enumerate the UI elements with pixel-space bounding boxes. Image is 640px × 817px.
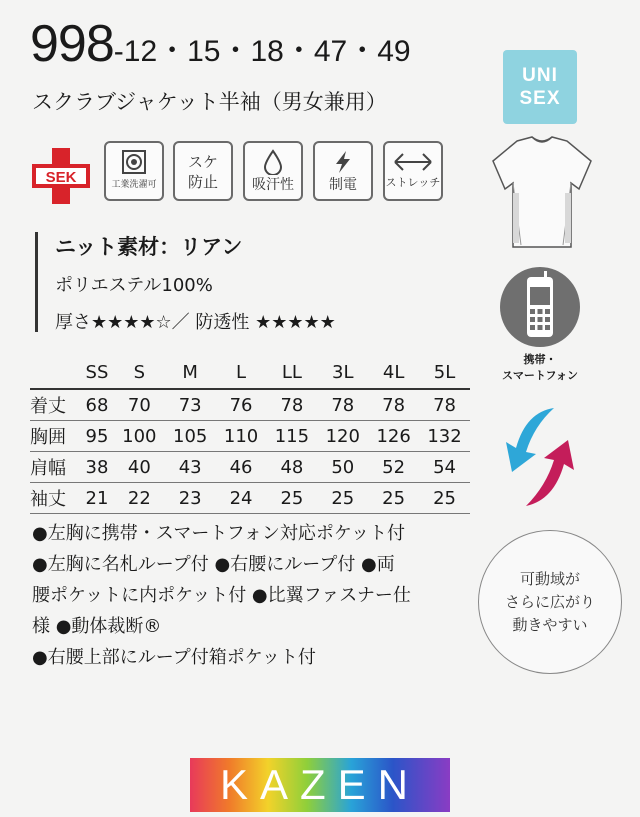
- table-cell: 43: [165, 452, 216, 483]
- table-cell: 78: [368, 389, 419, 421]
- lightning-icon: [330, 149, 356, 175]
- water-drop-icon: [263, 149, 283, 175]
- material-accent-bar: [35, 232, 38, 332]
- table-cell: 105: [165, 421, 216, 452]
- table-cell: 21: [80, 483, 114, 514]
- size-header-blank: [30, 356, 80, 389]
- anti-see-through-label: スケ 防止: [187, 153, 218, 191]
- table-cell: 52: [368, 452, 419, 483]
- size-header-4l: 4L: [368, 356, 419, 389]
- bubble-line-2: さらに広がり: [504, 592, 595, 611]
- table-cell: 24: [216, 483, 267, 514]
- table-cell: 25: [266, 483, 317, 514]
- product-code: [30, 15, 411, 73]
- table-cell: 78: [419, 389, 470, 421]
- unisex-badge: [503, 50, 577, 124]
- product-number: 998: [30, 15, 114, 73]
- table-row: [30, 452, 470, 483]
- table-row: [30, 389, 470, 421]
- table-cell: 25: [419, 483, 470, 514]
- unisex-line-1: UNI: [522, 65, 558, 86]
- smartphone-icon: [500, 267, 580, 347]
- antistatic-label: 制電: [329, 177, 357, 193]
- anti-see-through-icon: [173, 141, 233, 201]
- size-header-m: M: [165, 356, 216, 389]
- row-label: 肩幅: [30, 452, 80, 483]
- table-cell: 54: [419, 452, 470, 483]
- industrial-wash-icon: [104, 141, 164, 201]
- table-cell: 25: [317, 483, 368, 514]
- washer-icon: [121, 149, 147, 175]
- sek-label: SEK: [45, 169, 77, 186]
- table-cell: 78: [266, 389, 317, 421]
- size-header-3l: 3L: [317, 356, 368, 389]
- table-cell: 95: [80, 421, 114, 452]
- phone-caption-line-1: 携帯・: [523, 353, 557, 366]
- table-cell: 23: [165, 483, 216, 514]
- industrial-wash-label: 工業洗濯可: [111, 180, 157, 190]
- sek-icon: [30, 146, 92, 206]
- feature-line: 腰ポケットに内ポケット付 ●比翼ファスナー仕: [32, 585, 411, 606]
- stretch-label: ストレッチ: [385, 176, 441, 189]
- table-cell: 73: [165, 389, 216, 421]
- table-cell: 40: [114, 452, 165, 483]
- table-cell: 25: [368, 483, 419, 514]
- product-subtitle: スクラブジャケット半袖（男女兼用）: [32, 90, 387, 114]
- mobility-bubble: [478, 530, 622, 674]
- table-row: [30, 483, 470, 514]
- table-cell: 46: [216, 452, 267, 483]
- table-cell: 126: [368, 421, 419, 452]
- phone-caption-line-2: スマートフォン: [502, 369, 578, 382]
- table-cell: 76: [216, 389, 267, 421]
- double-arrow-icon: [393, 151, 433, 173]
- table-cell: 100: [114, 421, 165, 452]
- table-cell: 22: [114, 483, 165, 514]
- feature-line: 様 ●動体裁断®: [32, 616, 162, 637]
- table-cell: 50: [317, 452, 368, 483]
- phone-caption: [488, 352, 592, 384]
- row-label: 胸囲: [30, 421, 80, 452]
- absorbent-icon: [243, 141, 303, 201]
- feature-line: ●左胸に携帯・スマートフォン対応ポケット付: [32, 523, 406, 544]
- bubble-line-1: 可動域が: [519, 569, 580, 588]
- table-row: [30, 421, 470, 452]
- size-header-ll: LL: [266, 356, 317, 389]
- row-label: 袖丈: [30, 483, 80, 514]
- material-composition: ポリエステル100%: [55, 275, 213, 296]
- size-header-5l: 5L: [419, 356, 470, 389]
- table-cell: 78: [317, 389, 368, 421]
- feature-list: [32, 518, 477, 673]
- table-cell: 120: [317, 421, 368, 452]
- antistatic-icon: [313, 141, 373, 201]
- bubble-line-3: 動きやすい: [512, 615, 588, 634]
- table-cell: 70: [114, 389, 165, 421]
- table-cell: 110: [216, 421, 267, 452]
- feature-line: ●左胸に名札ループ付 ●右腰にループ付 ●両: [32, 554, 395, 575]
- unisex-line-2: SEX: [519, 88, 561, 109]
- table-cell: 132: [419, 421, 470, 452]
- color-codes: -12・15・18・47・49: [113, 35, 411, 68]
- table-cell: 48: [266, 452, 317, 483]
- table-cell: 38: [80, 452, 114, 483]
- stretch-icon: [383, 141, 443, 201]
- table-cell: 115: [266, 421, 317, 452]
- jacket-illustration: [487, 133, 597, 257]
- material-ratings: 厚さ★★★★☆／ 防透性 ★★★★★: [55, 312, 336, 333]
- size-header-s: S: [114, 356, 165, 389]
- row-label: 着丈: [30, 389, 80, 421]
- size-table-header: [30, 356, 470, 389]
- material-title: ニット素材：リアン: [55, 235, 243, 259]
- motion-arrows-icon: [492, 402, 588, 516]
- size-header-l: L: [216, 356, 267, 389]
- absorbent-label: 吸汗性: [252, 177, 294, 193]
- kazen-logo: KAZEN: [190, 758, 450, 812]
- size-table: [30, 356, 470, 514]
- table-cell: 68: [80, 389, 114, 421]
- size-header-ss: SS: [80, 356, 114, 389]
- feature-line: ●右腰上部にループ付箱ポケット付: [32, 647, 316, 668]
